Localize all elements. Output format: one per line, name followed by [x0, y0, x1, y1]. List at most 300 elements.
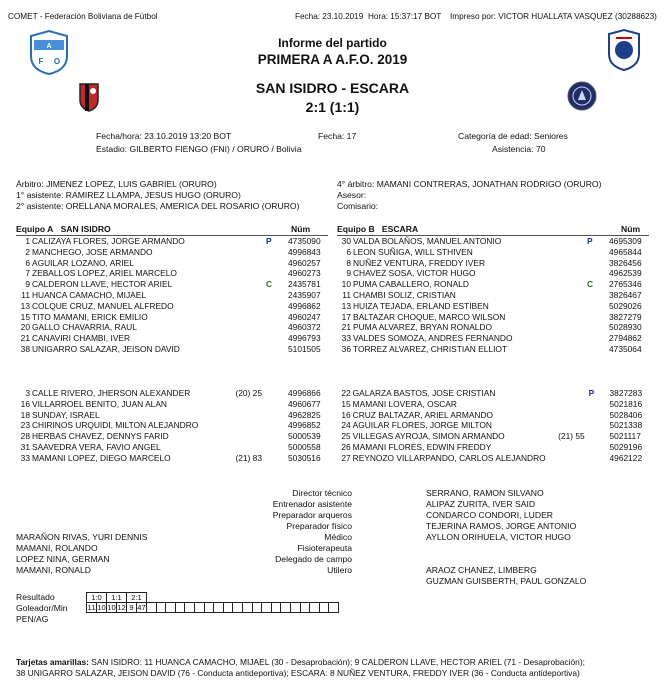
player-role-mark — [587, 312, 609, 323]
score-cell — [214, 613, 224, 623]
player-number: 2 — [25, 246, 30, 257]
player-license: 5101505 — [288, 343, 321, 354]
staff-line: Director técnico — [292, 488, 352, 498]
score-grid-row — [87, 603, 339, 613]
player-number: 28 — [20, 431, 30, 442]
player-row — [337, 410, 649, 421]
score-cell — [223, 603, 233, 613]
player-number: 10 — [341, 279, 351, 290]
score-cell — [194, 603, 204, 613]
player-license: 5021117 — [609, 431, 641, 442]
sub-minute — [222, 410, 266, 421]
player-number: 33 — [20, 452, 30, 463]
player-role-mark — [589, 453, 610, 464]
player-role-mark — [266, 442, 288, 453]
score-cell — [156, 613, 166, 623]
player-row — [16, 268, 328, 279]
player-name: CALLE RIVERO, JHERSON ALEXANDER — [32, 388, 191, 398]
staff-line: Médico — [324, 532, 352, 542]
team-a-name: SAN ISIDRO — [60, 224, 111, 234]
player-row — [16, 312, 328, 323]
player-name: TORREZ ALVAREZ, CHRISTIAN ELLIOT — [353, 343, 508, 354]
score-cell — [194, 613, 204, 623]
fourth-official-label: 4° árbitro: — [337, 179, 375, 189]
player-number: 6 — [25, 257, 30, 268]
player-name: VALDA BOLAÑOS, MANUEL ANTONIO — [353, 236, 502, 246]
player-name: NUÑEZ VENTURA, FREDDY IVER — [353, 257, 486, 268]
player-name: LEON SUÑIGA, WILL STHIVEN — [353, 246, 473, 257]
assistant1: RAMIREZ LLAMPA, JESUS HUGO (ORURO) — [65, 190, 241, 200]
player-role-mark — [587, 290, 609, 301]
score-cell — [156, 593, 166, 603]
team-a-substitutes — [16, 388, 328, 464]
player-row — [337, 399, 649, 410]
score-cell — [329, 593, 339, 603]
assistant2-row — [16, 201, 299, 211]
player-license: 3827279 — [609, 311, 642, 322]
player-row — [16, 236, 328, 247]
score-cell — [175, 613, 185, 623]
player-number: 22 — [341, 388, 351, 398]
player-license: 2435781 — [288, 279, 321, 290]
player-number: 33 — [341, 333, 351, 344]
player-license: 4960257 — [288, 257, 321, 268]
score-cell — [310, 603, 320, 613]
team-b-name: ESCARA — [381, 224, 419, 234]
score-grid-row — [87, 593, 339, 603]
team-a-label: Equipo A — [16, 224, 54, 234]
player-row — [16, 290, 328, 301]
player-row — [337, 322, 649, 333]
player-number: 15 — [20, 311, 30, 322]
player-row — [16, 431, 328, 442]
player-role-mark — [266, 399, 288, 410]
player-row — [337, 344, 649, 355]
score-cell — [97, 613, 107, 623]
score-cell — [166, 613, 176, 623]
sub-minute — [222, 399, 266, 410]
player-number: 38 — [20, 343, 30, 354]
player-license: 5000558 — [288, 441, 321, 452]
score-cell — [252, 613, 262, 623]
player-name: SAAVEDRA VERA, FAVIO ANGEL — [32, 441, 161, 452]
printed-by: Impreso por: VICTOR HUALLATA VASQUEZ (30288623) — [450, 12, 657, 21]
score-cell — [271, 613, 281, 623]
score-cell: 9 — [127, 603, 137, 613]
match-teams: SAN ISIDRO - ESCARA — [255, 80, 410, 96]
match-datetime: Fecha/hora: 23.10.2019 13:20 BOT — [96, 131, 232, 141]
resultado-label: Resultado — [16, 592, 55, 602]
player-name: TITO MAMANI, ERICK EMILIO — [32, 311, 148, 322]
player-role-mark: P — [588, 388, 595, 398]
player-name: ZEBALLOS LOPEZ, ARIEL MARCELO — [32, 268, 177, 279]
player-license: 5029026 — [609, 300, 642, 311]
player-license: 4960273 — [288, 268, 321, 279]
staff-line: ALIPAZ ZURITA, IVER SAID — [426, 499, 536, 509]
staff-line: LOPEZ NINA, GERMAN — [16, 554, 110, 564]
score-cell — [147, 613, 157, 623]
player-role-mark — [587, 268, 609, 279]
player-name: CRUZ BALTAZAR, ARIEL ARMANDO — [352, 409, 494, 420]
score-cell — [137, 613, 147, 623]
staff-line: MAMANI, ROLANDO — [16, 543, 98, 553]
player-row — [16, 344, 328, 355]
sub-minute — [222, 431, 266, 442]
score-cell — [233, 603, 243, 613]
player-role-mark — [589, 399, 610, 410]
score-cell — [166, 593, 176, 603]
yellow-cards-line1 — [16, 657, 585, 667]
report-title: Informe del partido — [278, 36, 387, 50]
player-role-mark — [587, 301, 609, 312]
player-row — [337, 290, 649, 301]
staff-line: GUZMAN GUISBERTH, PAUL GONZALO — [426, 576, 587, 586]
sub-minute — [546, 442, 589, 453]
player-number: 13 — [341, 300, 351, 311]
assistant2: ORELLANA MORALES, AMERICA DEL ROSARIO (ORURO) — [65, 201, 300, 211]
score-cell — [223, 613, 233, 623]
staff-line — [426, 543, 586, 554]
player-license: 3827283 — [609, 388, 643, 398]
player-row — [337, 333, 649, 344]
score-cell — [214, 603, 224, 613]
player-role-mark — [266, 410, 288, 421]
score-cell: 2:1 — [127, 593, 147, 603]
player-license: 5028930 — [609, 322, 642, 333]
player-row — [16, 301, 328, 312]
player-license: 3826456 — [609, 257, 642, 268]
score-cell — [319, 593, 329, 603]
score-cell — [290, 593, 300, 603]
sub-minute: (21) 83 — [235, 452, 262, 463]
player-role-mark: C — [266, 279, 273, 290]
player-role-mark: P — [587, 236, 593, 246]
fed-letter-a: A — [46, 43, 52, 50]
player-role-mark — [587, 333, 609, 344]
player-name: MAMANI LOVERA, OSCAR — [352, 398, 457, 409]
score-cell — [300, 593, 310, 603]
player-name: MAMANI FLORES, EDWIN FREDDY — [352, 441, 492, 452]
player-name: COLQUE CRUZ, MANUEL ALFREDO — [32, 300, 174, 311]
player-role-mark — [266, 388, 288, 399]
score-cell: 1:1 — [107, 593, 127, 603]
score-cell — [329, 603, 339, 613]
score-cell — [194, 593, 204, 603]
player-row — [16, 453, 328, 464]
player-license: 4962825 — [288, 409, 321, 420]
player-role-mark — [587, 258, 609, 269]
player-name: PUMA CABALLERO, RONALD — [353, 279, 469, 290]
score-cell — [87, 613, 97, 623]
score-cell — [233, 593, 243, 603]
score-cell — [319, 603, 329, 613]
goleador-label: Goleador/Min — [16, 603, 68, 613]
player-name: CHAVEZ SOSA, VICTOR HUGO — [353, 268, 476, 279]
staff-line: TEJERINA RAMOS, JORGE ANTONIO — [426, 521, 577, 531]
player-row — [337, 442, 649, 453]
player-role-mark — [266, 344, 288, 355]
score-cell — [310, 613, 320, 623]
score-cell — [214, 593, 224, 603]
player-role-mark — [266, 453, 288, 464]
score-cell — [242, 613, 252, 623]
assistant1-label: 1° asistente: — [16, 190, 64, 200]
score-cell — [242, 603, 252, 613]
player-role-mark — [589, 431, 610, 442]
score-cell — [310, 593, 320, 603]
player-license: 5000539 — [288, 431, 321, 442]
score-cell — [185, 603, 195, 613]
commissioner-label: Comisario: — [337, 201, 379, 211]
player-row — [16, 247, 328, 258]
player-row — [16, 322, 328, 333]
player-name: VALDES SOMOZA, ANDRES FERNANDO — [353, 333, 513, 344]
score-cell — [271, 593, 281, 603]
score-cell — [204, 593, 214, 603]
score-cell — [185, 593, 195, 603]
score-cell — [262, 593, 272, 603]
player-license: 4960247 — [288, 311, 321, 322]
staff-line: CONDARCO CONDORI, LUDER — [426, 510, 554, 520]
assessor-label: Asesor: — [337, 190, 367, 200]
player-name: VILLEGAS AYROJA, SIMON ARMANDO — [352, 431, 505, 442]
stadium: Estadio: GILBERTO FIENGO (FNI) / ORURO / Bolivia — [96, 144, 302, 154]
player-number: 15 — [341, 398, 351, 409]
player-license: 4735090 — [288, 236, 321, 246]
player-row — [337, 236, 649, 247]
sub-minute: (20) 25 — [235, 388, 262, 398]
score-grid — [86, 592, 339, 622]
score-cell — [233, 613, 243, 623]
assistant1-row — [16, 190, 241, 200]
team-b-starters — [337, 236, 649, 355]
player-role-mark — [589, 420, 610, 431]
player-name: MAMANI LOPEZ, DIEGO MARCELO — [32, 452, 171, 463]
score-cell — [107, 613, 117, 623]
player-license: 4962539 — [609, 268, 642, 279]
staff-line: MAMANI, RONALD — [16, 565, 91, 575]
player-role-mark: C — [587, 279, 594, 290]
player-number: 1 — [25, 236, 30, 246]
pen-label: PEN/AG — [16, 614, 49, 624]
yellow-cards-text1: SAN ISIDRO: 11 HUANCA CAMACHO, MIJAEL (30 - Desaprobación); 9 CALDERON LLAVE, HECTOR ARIEL (71 - Desaprobación); — [88, 657, 585, 667]
match-score: 2:1 (1:1) — [305, 99, 360, 115]
score-cell — [290, 613, 300, 623]
player-number: 16 — [20, 398, 30, 409]
player-license: 4695309 — [609, 236, 642, 246]
player-row — [337, 453, 649, 464]
player-row — [16, 410, 328, 421]
staff-line: ARAOZ CHANEZ, LIMBERG — [426, 565, 537, 575]
player-license: 5030516 — [288, 452, 321, 463]
player-role-mark — [266, 290, 288, 301]
player-license: 4965844 — [609, 246, 642, 257]
team-a-starters — [16, 236, 328, 355]
org-name: COMET - Federación Boliviana de Fútbol — [8, 12, 158, 21]
player-license: 4996793 — [288, 333, 321, 344]
player-number: 23 — [20, 420, 30, 431]
player-name: CALDERON LLAVE, HECTOR ARIEL — [32, 279, 173, 290]
player-license: 5021338 — [609, 420, 643, 431]
score-cell — [223, 593, 233, 603]
competition-title: PRIMERA A A.F.O. 2019 — [257, 52, 408, 67]
score-cell — [166, 603, 176, 613]
team-a-staff — [16, 532, 147, 576]
player-row — [16, 279, 328, 290]
player-number: 21 — [341, 322, 351, 333]
score-cell: 10 — [97, 603, 106, 612]
staff-roles — [220, 488, 352, 576]
team-a-header — [16, 224, 111, 234]
player-row — [16, 442, 328, 453]
player-number: 8 — [346, 257, 351, 268]
yellow-cards-line2: 38 UNIGARRO SALAZAR, JEISON DAVID (76 - Conducta antideportiva); ESCARA: 8 NUÑEZ VENTURA, FREDDY IVER (36 - Conducta antideportiva) — [16, 668, 580, 678]
player-row — [16, 258, 328, 269]
player-row — [337, 247, 649, 258]
player-row — [337, 301, 649, 312]
score-cell — [252, 603, 262, 613]
score-cell: 12 — [117, 603, 126, 612]
score-cell: 47 — [137, 603, 146, 612]
sub-minute — [546, 388, 589, 399]
score-cell — [147, 603, 157, 613]
player-row — [337, 431, 649, 442]
team-b-num-label: Núm — [621, 224, 641, 234]
player-license: 4996862 — [288, 300, 321, 311]
score-cell — [300, 603, 310, 613]
score-cell — [271, 603, 281, 613]
score-cell — [329, 613, 339, 623]
player-number: 11 — [21, 289, 30, 300]
player-number: 27 — [341, 452, 351, 463]
player-role-mark — [589, 410, 610, 421]
staff-line: Utilero — [327, 565, 352, 575]
player-name: MANCHEGO, JOSE ARMANDO — [32, 246, 153, 257]
sub-minute: (21) 55 — [558, 431, 585, 442]
score-cell — [147, 593, 157, 603]
assistant2-label: 2° asistente: — [16, 201, 64, 211]
score-cell — [204, 613, 214, 623]
player-row — [16, 420, 328, 431]
sub-minute — [546, 420, 589, 431]
score-cell — [300, 613, 310, 623]
sub-minute — [222, 420, 266, 431]
staff-line: Fisioterapeuta — [297, 543, 352, 553]
player-license: 4960372 — [288, 322, 321, 333]
score-cell — [262, 613, 272, 623]
player-number: 6 — [346, 246, 351, 257]
player-name: VILLARROEL BENITO, JUAN ALAN — [32, 398, 167, 409]
sub-minute — [546, 410, 589, 421]
player-row — [337, 258, 649, 269]
age-category: Categoría de edad: Seniores — [458, 131, 568, 141]
player-row — [337, 388, 649, 399]
score-cell — [185, 613, 195, 623]
player-name: SUNDAY, ISRAEL — [32, 409, 100, 420]
score-cell — [281, 603, 291, 613]
player-role-mark — [266, 420, 288, 431]
player-name: REYNOZO VILLARPANDO, CARLOS ALEJANDRO — [352, 452, 546, 463]
player-number: 31 — [20, 441, 30, 452]
player-name: HUIZA TEJADA, ERLAND ESTIBEN — [353, 300, 489, 311]
score-cell — [156, 603, 166, 613]
match-round: Fecha: 17 — [318, 131, 357, 141]
player-name: UNIGARRO SALAZAR, JEISON DAVID — [32, 343, 180, 354]
print-time: Hora: 15:37:17 BOT — [368, 12, 442, 21]
sub-minute — [546, 399, 589, 410]
score-cell — [262, 603, 272, 613]
score-grid-row — [87, 613, 339, 623]
player-license: 2794862 — [609, 333, 642, 344]
player-license: 5021816 — [609, 398, 643, 409]
score-cell: 11 — [87, 603, 96, 612]
fourth-official: MAMANI CONTRERAS, JONATHAN RODRIGO (ORURO) — [376, 179, 602, 189]
staff-line: AYLLON ORIHUELA, VICTOR HUGO — [426, 532, 571, 542]
score-cell: 10 — [107, 603, 116, 612]
referee-row — [16, 179, 217, 189]
player-license: 5029196 — [609, 441, 643, 452]
team-b-substitutes — [337, 388, 649, 464]
team-b-header — [337, 224, 418, 234]
player-role-mark — [587, 247, 609, 258]
score-cell — [281, 613, 291, 623]
attendance: Asistencia: 70 — [492, 144, 546, 154]
player-license: 5028406 — [609, 409, 643, 420]
score-cell: 1:0 — [87, 593, 107, 603]
player-row — [337, 268, 649, 279]
staff-line: Delegado de campo — [275, 554, 352, 564]
player-name: GALARZA BASTOS, JOSE CRISTIAN — [352, 388, 496, 398]
fed-letter-o: O — [53, 57, 61, 66]
score-cell — [175, 593, 185, 603]
player-role-mark — [266, 312, 288, 323]
player-row — [16, 333, 328, 344]
player-name: CHIRINOS URQUIDI, MILTON ALEJANDRO — [32, 420, 199, 431]
sub-minute — [546, 453, 589, 464]
player-name: HERBAS CHAVEZ, DENNYS FARID — [32, 431, 169, 442]
sub-minute — [222, 442, 266, 453]
staff-line: Preparador arqueros — [272, 510, 352, 520]
player-name: CHAMBI SOLIZ, CRISTIAN — [353, 289, 456, 300]
player-name: GALLO CHAVARRIA, RAUL — [32, 322, 137, 333]
player-role-mark — [587, 322, 609, 333]
player-license: 4962122 — [609, 452, 643, 463]
player-role-mark: P — [266, 236, 272, 246]
player-license: 2435907 — [288, 289, 321, 300]
score-cell — [117, 613, 127, 623]
player-license: 4996843 — [288, 246, 321, 257]
player-number: 9 — [346, 268, 351, 279]
player-name: AGUILAR FLORES, JORGE MILTON — [352, 420, 492, 431]
player-name: CANAVIRI CHAMBI, IVER — [32, 333, 131, 344]
yellow-cards-label: Tarjetas amarillas: — [16, 657, 89, 667]
staff-line: Preparador físico — [286, 521, 352, 531]
player-license: 2765346 — [609, 279, 642, 290]
player-license: 4735064 — [609, 343, 642, 354]
player-number: 7 — [25, 268, 30, 279]
player-number: 18 — [20, 409, 30, 420]
score-cell — [319, 613, 329, 623]
player-role-mark — [587, 344, 609, 355]
player-number: 36 — [341, 343, 351, 354]
player-role-mark — [266, 258, 288, 269]
player-row — [337, 279, 649, 290]
team-b-staff — [426, 488, 586, 587]
team-a-num-label: Núm — [291, 224, 311, 234]
player-name: CALIZAYA FLORES, JORGE ARMANDO — [32, 236, 185, 246]
player-number: 30 — [341, 236, 351, 246]
player-name: BALTAZAR CHOQUE, MARCO WILSON — [353, 311, 506, 322]
